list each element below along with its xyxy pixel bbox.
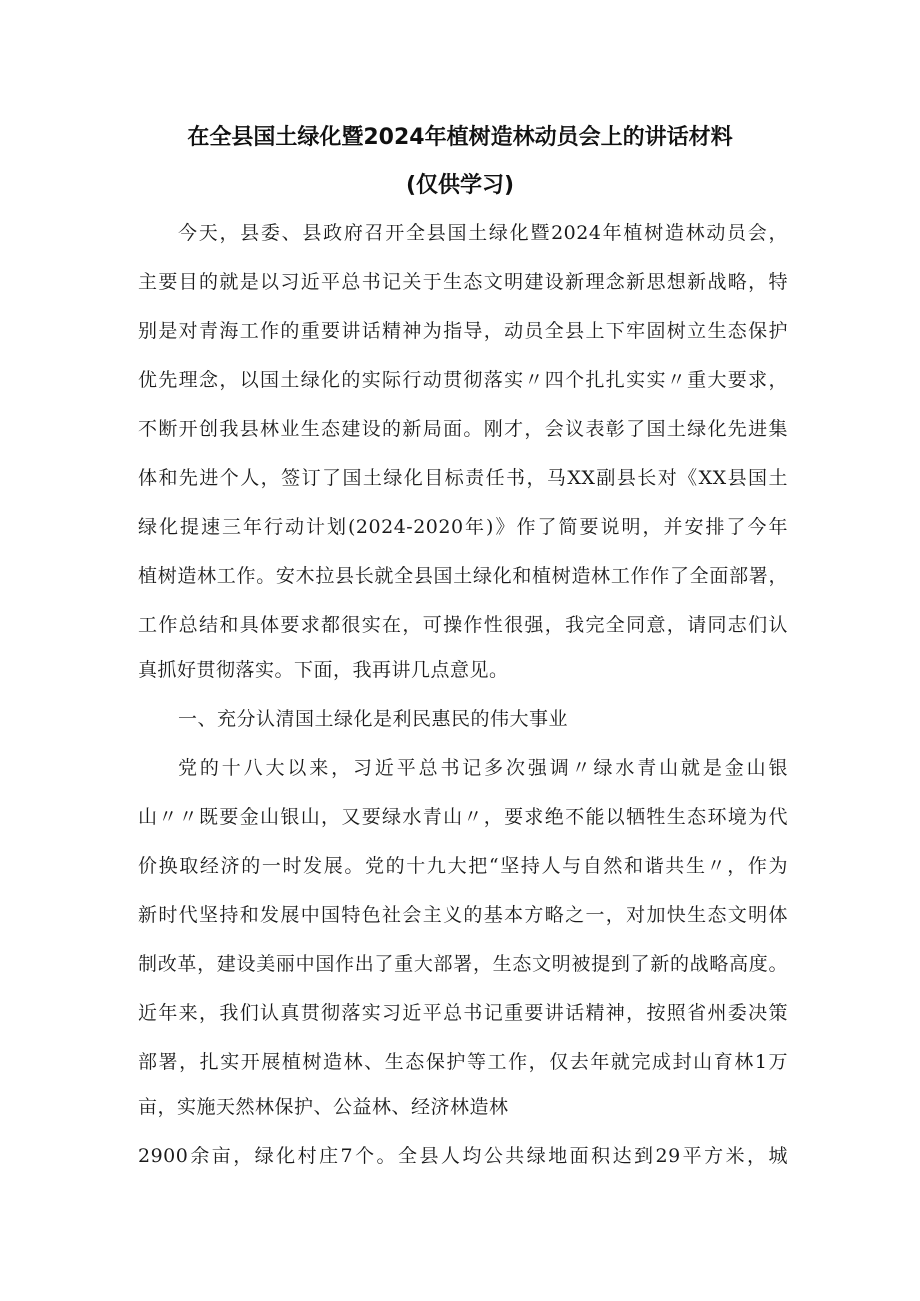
body-line: 真抓好贯彻落实。下面，我再讲几点意见。 (138, 659, 509, 681)
body-line: 山〃〃既要金山银山，又要绿水青山〃，要求绝不能以牺牲生态环境为代 (138, 806, 788, 828)
body-line: 党的十八大以来，习近平总书记多次强调〃绿水青山就是金山银 (178, 757, 788, 779)
body-line: 今天，县委、县政府召开全县国土绿化暨2024年植树造林动员会， (178, 222, 788, 244)
document-title: 在全县国土绿化暨2024年植树造林动员会上的讲话材料 (187, 125, 733, 150)
body-line: 亩，实施天然林保护、公益林、经济林造林 (138, 1096, 509, 1118)
body-line: 体和先进个人，签订了国土绿化目标责任书，马XX副县长对《XX县国土 (138, 467, 788, 489)
body-line: 工作总结和具体要求都很实在，可操作性很强，我完全同意，请同志们认 (138, 614, 788, 636)
document-subtitle: (仅供学习) (405, 173, 515, 198)
body-line: 新时代坚持和发展中国特色社会主义的基本方略之一，对加快生态文明体 (138, 904, 788, 926)
body-line: 主要目的就是以习近平总书记关于生态文明建设新理念新思想新战略，特 (138, 271, 788, 293)
body-line: 不断开创我县林业生态建设的新局面。刚才，会议表彰了国土绿化先进集 (138, 418, 788, 440)
body-line: 近年来，我们认真贯彻落实习近平总书记重要讲话精神，按照省州委决策 (138, 1002, 788, 1024)
body-line: 绿化提速三年行动计划(2024-2020年)》作了简要说明，并安排了今年 (138, 516, 788, 538)
section-heading: 一、充分认清国土绿化是利民惠民的伟大事业 (178, 708, 569, 730)
body-line: 植树造林工作。安木拉县长就全县国土绿化和植树造林工作作了全面部署， (138, 565, 788, 587)
body-line: 价换取经济的一时发展。党的十九大把“坚持人与自然和谐共生〃，作为 (138, 855, 788, 877)
body-line: 部署，扎实开展植树造林、生态保护等工作，仅去年就完成封山育林1万 (138, 1051, 788, 1073)
body-line: 2900余亩，绿化村庄7个。全县人均公共绿地面积达到29平方米，城 (138, 1145, 788, 1167)
body-line: 制改革，建设美丽中国作出了重大部署，生态文明被提到了新的战略高度。 (138, 953, 788, 975)
body-line: 别是对青海工作的重要讲话精神为指导，动员全县上下牢固树立生态保护 (138, 320, 788, 342)
body-line: 优先理念，以国土绿化的实际行动贯彻落实〃四个扎扎实实〃重大要求， (138, 369, 788, 391)
